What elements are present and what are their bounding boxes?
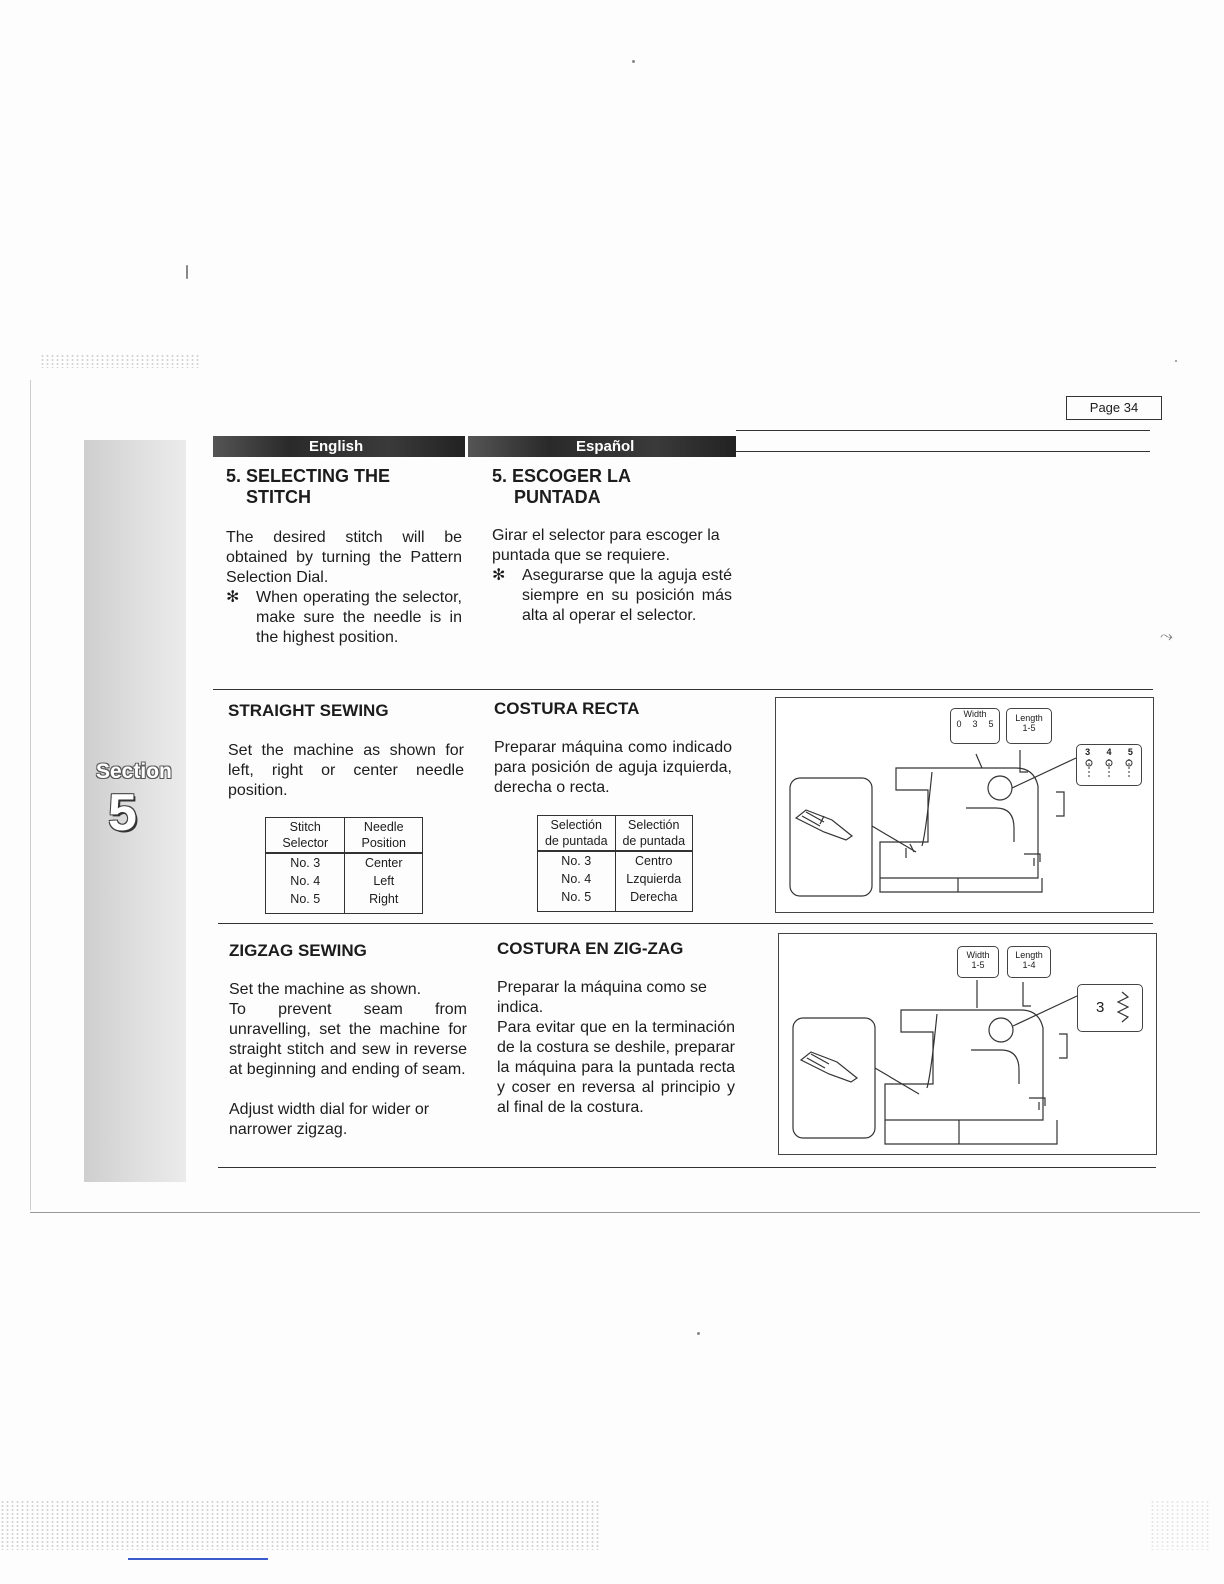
straight-para-en: Set the machine as shown for left, right or center needle position. xyxy=(228,742,464,799)
selecting-title-es xyxy=(492,466,631,508)
col-header xyxy=(266,818,345,854)
selector-values xyxy=(1077,747,1141,757)
table-cell: No. 4 xyxy=(266,872,345,890)
straight-para-es: Preparar máquina como indicado para posición de aguja izquierda, derecha o recta. xyxy=(494,739,732,796)
zigzag-illustration xyxy=(778,933,1157,1155)
blue-underline xyxy=(128,1558,268,1560)
zigzag-para3-en: Adjust width dial for wider or narrower zigzag. xyxy=(229,1101,430,1138)
table-cell: No. 4 xyxy=(538,870,616,888)
selector-value: 5 xyxy=(1127,747,1133,757)
stitch-selector-box xyxy=(1076,744,1142,786)
length-label: Length xyxy=(1015,950,1043,960)
note-text: Asegurarse que la aguja esté siempre en su posición más alta al operar el selector. xyxy=(522,567,732,624)
selecting-note-es xyxy=(492,566,732,626)
spanish-label: Español xyxy=(576,438,635,455)
stitch-selector-box xyxy=(1077,984,1143,1032)
table-row xyxy=(538,888,693,912)
table-cell: Lzquierda xyxy=(615,870,693,888)
table-cell: No. 3 xyxy=(266,853,345,872)
straight-title-es: COSTURA RECTA xyxy=(494,699,640,718)
width-values xyxy=(951,719,999,729)
col-header-line: de puntada xyxy=(544,834,608,848)
col-header-line: Selectión xyxy=(550,818,602,832)
col-header-line: Needle xyxy=(363,820,404,834)
selecting-para-es: Girar el selector para escoger la puntada que se requiere. xyxy=(492,527,720,564)
page-number: Page 34 xyxy=(1066,396,1162,420)
divider-2 xyxy=(218,923,1153,924)
table-cell: Derecha xyxy=(615,888,693,912)
selecting-note-en xyxy=(226,588,462,648)
speck xyxy=(697,1332,700,1335)
col-header-line: Position xyxy=(361,836,406,850)
title-line: PUNTADA xyxy=(514,487,601,507)
zigzag-para1-en: Set the machine as shown. xyxy=(229,981,422,998)
width-label: Width xyxy=(963,709,987,719)
table-row xyxy=(538,870,693,888)
selecting-title-en xyxy=(226,466,390,508)
zigzag-title-en: ZIGZAG SEWING xyxy=(229,941,367,960)
scan-noise-bottom xyxy=(0,1500,600,1550)
col-header xyxy=(345,818,423,854)
table-cell: Right xyxy=(345,890,423,914)
straight-title-en: STRAIGHT SEWING xyxy=(228,701,389,720)
table-row xyxy=(266,890,423,914)
width-label: Width xyxy=(966,950,990,960)
needle-position-icon xyxy=(1077,757,1141,781)
spanish-bar xyxy=(468,436,736,457)
table-row xyxy=(266,853,423,872)
zigzag-title-es: COSTURA EN ZIG-ZAG xyxy=(497,939,684,958)
table-cell: Centro xyxy=(615,851,693,870)
title-line: STITCH xyxy=(246,487,311,507)
col-header-line: Selector xyxy=(282,836,329,850)
straight-table-en xyxy=(265,817,423,914)
header-rule-2 xyxy=(736,451,1150,452)
length-value: 1-4 xyxy=(1022,960,1036,970)
table-cell: Center xyxy=(345,853,423,872)
length-dial-box xyxy=(1007,946,1051,978)
zigzag-para1-es: Preparar la máquina como se indica. xyxy=(497,979,707,1016)
divider-1 xyxy=(213,689,1153,690)
table-cell: No. 3 xyxy=(538,851,616,870)
english-label: English xyxy=(309,438,364,455)
speck xyxy=(1175,360,1177,362)
edge-line-left xyxy=(30,380,31,1210)
note-text: When operating the selector, make sure the needle is in the highest position. xyxy=(256,589,462,646)
title-line: 5. SELECTING THE xyxy=(226,466,391,486)
asterisk-icon: ✻ xyxy=(492,567,506,584)
col-header xyxy=(615,816,693,852)
zigzag-para2-es: Para evitar que en la terminación de la costura se deshile, preparar la máquina para la puntada recta y coser en reversa al principio y al final de la costura. xyxy=(497,1019,735,1116)
width-value: 1-5 xyxy=(971,960,985,970)
scan-noise-bottom-right xyxy=(1150,1500,1210,1550)
selector-value: 3 xyxy=(1096,999,1105,1016)
asterisk-icon: ✻ xyxy=(226,589,240,606)
edge-line-bottom xyxy=(30,1212,1200,1213)
table-cell: Left xyxy=(345,872,423,890)
col-header-line: Stitch xyxy=(289,820,321,834)
divider-3 xyxy=(218,1167,1156,1168)
width-value: 5 xyxy=(988,719,994,729)
width-dial-box xyxy=(950,708,1000,744)
zigzag-stitch-icon xyxy=(1112,990,1132,1026)
selector-value: 3 xyxy=(1085,747,1091,757)
header-rule xyxy=(736,430,1150,431)
table-cell: No. 5 xyxy=(266,890,345,914)
length-value: 1-5 xyxy=(1022,723,1036,733)
speck xyxy=(186,265,188,279)
width-dial-box xyxy=(957,946,999,978)
english-bar xyxy=(213,436,465,457)
length-dial-box xyxy=(1006,708,1052,744)
scan-noise-top xyxy=(40,354,200,368)
section-label: Section xyxy=(96,760,172,783)
straight-illustration xyxy=(775,697,1154,913)
selecting-para-en: The desired stitch will be obtained by turning the Pattern Selection Dial. xyxy=(226,529,462,586)
section-number: 5 xyxy=(108,784,137,842)
width-value: 3 xyxy=(972,719,978,729)
table-cell: No. 5 xyxy=(538,888,616,912)
title-line: 5. ESCOGER LA xyxy=(492,466,632,486)
col-header-line: de puntada xyxy=(622,834,686,848)
table-row xyxy=(538,851,693,870)
zigzag-para2-en: To prevent seam from unravelling, set the machine for straight stitch and sew in reverse at beginning and ending of seam. xyxy=(229,1001,467,1078)
edge-arrow: ⤳ xyxy=(1160,628,1173,645)
length-label: Length xyxy=(1015,713,1043,723)
straight-table-es xyxy=(537,815,693,912)
col-header xyxy=(538,816,616,852)
table-row xyxy=(266,872,423,890)
col-header-line: Selectión xyxy=(628,818,680,832)
width-value: 0 xyxy=(956,719,962,729)
speck xyxy=(632,60,635,63)
selector-value: 4 xyxy=(1106,747,1112,757)
